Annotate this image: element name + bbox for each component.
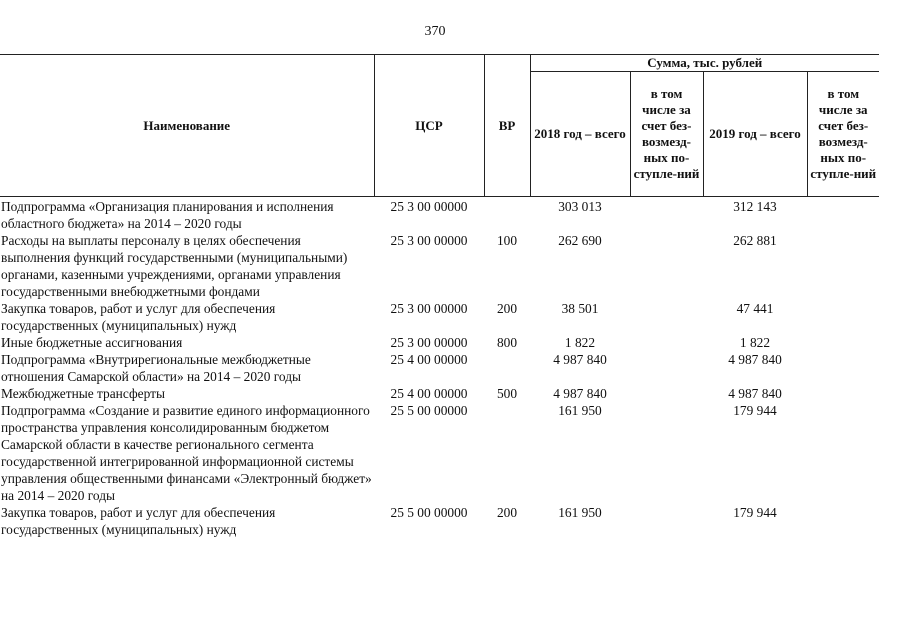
row-2018-total: 38 501 xyxy=(561,301,599,316)
table-row xyxy=(0,385,879,402)
row-name: Иные бюджетные ассигнования xyxy=(1,335,183,350)
row-vr xyxy=(484,402,530,504)
row-2018-total: 161 950 xyxy=(558,403,602,418)
row-vr: 200 xyxy=(496,301,518,316)
header-vr: ВР xyxy=(484,55,530,197)
row-2019-free xyxy=(807,504,879,538)
table-row xyxy=(0,197,879,233)
row-vr xyxy=(484,351,530,385)
table-header xyxy=(0,55,879,197)
row-2019-total: 262 881 xyxy=(733,233,777,248)
row-name: Расходы на выплаты персоналу в целях обеспечения выполнения функций государственными (муниципальными) органами, казенными учреждениями, органами управления государственными внебюджетными фондами xyxy=(1,233,348,299)
row-csr: 25 5 00 00000 xyxy=(390,505,468,520)
row-2018-free xyxy=(630,232,703,300)
row-2019-free xyxy=(807,402,879,504)
row-2018-total: 4 987 840 xyxy=(553,352,607,367)
row-vr: 800 xyxy=(496,335,518,350)
row-2018-free xyxy=(630,334,703,351)
row-2019-total: 1 822 xyxy=(739,335,771,350)
row-2018-total: 1 822 xyxy=(564,335,596,350)
row-2018-total: 4 987 840 xyxy=(553,386,607,401)
header-csr: ЦСР xyxy=(374,55,484,197)
row-csr: 25 3 00 00000 xyxy=(390,233,468,248)
table-row xyxy=(0,334,879,351)
header-2019-total: 2019 год – всего xyxy=(703,72,807,197)
row-2019-total: 47 441 xyxy=(736,301,774,316)
row-vr: 200 xyxy=(496,505,518,520)
row-2019-free xyxy=(807,232,879,300)
row-vr xyxy=(484,197,530,233)
row-2018-free xyxy=(630,300,703,334)
table-row xyxy=(0,351,879,385)
row-2018-free xyxy=(630,385,703,402)
header-2018-free: в том числе за счет без-возмезд-ных по-ступле-ний xyxy=(630,72,703,197)
row-2018-free xyxy=(630,351,703,385)
row-csr: 25 5 00 00000 xyxy=(390,403,468,418)
row-csr: 25 3 00 00000 xyxy=(390,301,468,316)
header-sum-group: Сумма, тыс. рублей xyxy=(530,55,879,72)
budget-table xyxy=(0,54,879,538)
row-name: Подпрограмма «Организация планирования и исполнения областного бюджета» на 2014 – 2020 годы xyxy=(1,199,334,231)
row-csr: 25 4 00 00000 xyxy=(390,352,468,367)
row-2019-total: 179 944 xyxy=(733,505,777,520)
row-2018-total: 161 950 xyxy=(558,505,602,520)
table-row xyxy=(0,300,879,334)
row-vr: 100 xyxy=(496,233,518,248)
table-body xyxy=(0,197,879,539)
header-name: Наименование xyxy=(0,55,374,197)
header-2019-free: в том числе за счет без-возмезд-ных по-ступле-ний xyxy=(807,72,879,197)
page-number: 370 xyxy=(424,24,446,39)
row-name: Подпрограмма «Создание и развитие единого информационного пространства управления консолидированным бюджетом Самарской области в качестве регионального сегмента государственной интегрированной информационной системы управления общественными финансами «Электронный бюджет» на 2014 – 2020 годы xyxy=(1,403,372,503)
row-2019-free xyxy=(807,334,879,351)
row-2019-free xyxy=(807,351,879,385)
row-2018-total: 303 013 xyxy=(558,199,602,214)
row-csr: 25 4 00 00000 xyxy=(390,386,468,401)
row-name: Межбюджетные трансферты xyxy=(1,386,165,401)
row-vr: 500 xyxy=(496,386,518,401)
table-row xyxy=(0,402,879,504)
row-2019-total: 179 944 xyxy=(733,403,777,418)
row-2019-total: 4 987 840 xyxy=(728,352,782,367)
row-2018-free xyxy=(630,504,703,538)
row-name: Подпрограмма «Внутрирегиональные межбюджетные отношения Самарской области» на 2014 – 2020 годы xyxy=(1,352,311,384)
row-2018-total: 262 690 xyxy=(558,233,602,248)
row-2019-total: 312 143 xyxy=(733,199,777,214)
row-2019-free xyxy=(807,300,879,334)
row-2018-free xyxy=(630,197,703,233)
row-2019-free xyxy=(807,385,879,402)
row-csr: 25 3 00 00000 xyxy=(390,199,468,214)
row-csr: 25 3 00 00000 xyxy=(390,335,468,350)
table-row xyxy=(0,504,879,538)
row-2019-free xyxy=(807,197,879,233)
header-2018-total: 2018 год – всего xyxy=(530,72,630,197)
row-name: Закупка товаров, работ и услуг для обеспечения государственных (муниципальных) нужд xyxy=(1,301,276,333)
table-row xyxy=(0,232,879,300)
row-2019-total: 4 987 840 xyxy=(728,386,782,401)
row-2018-free xyxy=(630,402,703,504)
row-name: Закупка товаров, работ и услуг для обеспечения государственных (муниципальных) нужд xyxy=(1,505,276,537)
